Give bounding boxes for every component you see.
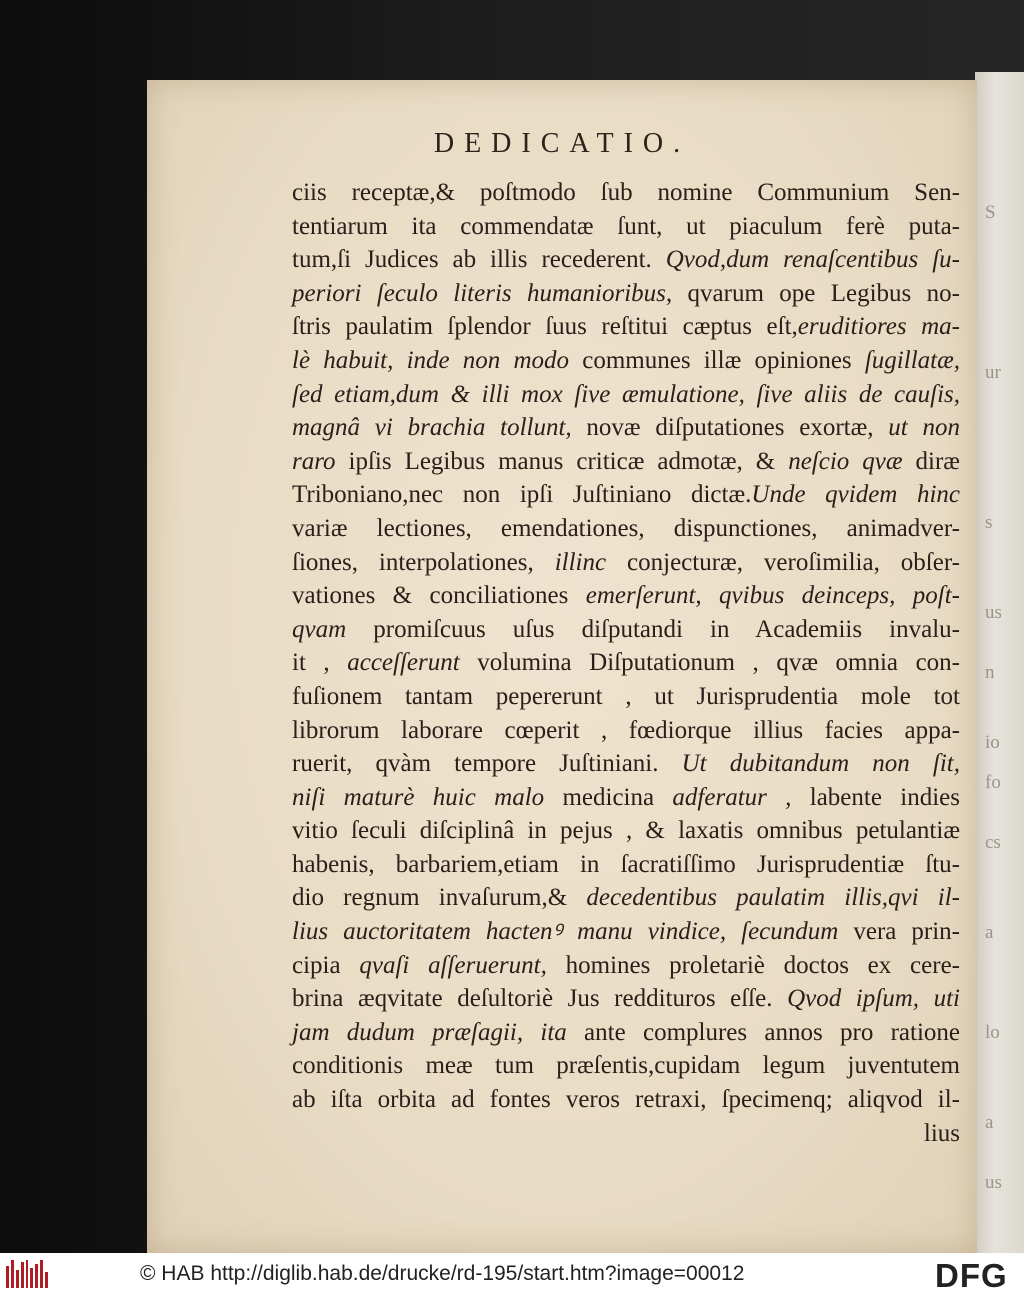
text-segment: ciis receptæ,& poſtmodo ſub nomine Communium Sen- — [292, 179, 960, 206]
facing-page-edge — [975, 72, 1024, 1253]
text-line — [292, 1117, 960, 1151]
italic-segment: Qvod ipſum, uti — [787, 985, 960, 1013]
text-line — [292, 411, 960, 445]
italic-segment: Unde qvidem hinc — [751, 481, 960, 509]
text-segment: brina æqvitate deſultoriè Jus reddituros eſſe. — [292, 985, 788, 1013]
text-line — [292, 277, 960, 311]
text-segment: it , — [292, 649, 348, 677]
text-segment: communes illæ opiniones — [569, 346, 865, 374]
text-line — [292, 512, 960, 546]
text-segment: variæ lectiones, emendationes, dispunctiones, animadver- — [292, 514, 960, 542]
text-segment: promiſcuus uſus diſputandi in Academiis invalu- — [346, 615, 960, 643]
text-segment: vitio ſeculi diſciplinâ in pejus , & laxatis omnibus petulantiæ — [292, 817, 960, 845]
text-line — [292, 949, 960, 983]
text-segment: medicina — [544, 783, 673, 811]
text-line — [292, 1083, 960, 1117]
italic-segment: lius auctoritatem hactenꝰ manu vindice, ſecundum — [292, 918, 839, 946]
facing-page-fragment: fo — [985, 772, 1001, 793]
book-page — [147, 80, 977, 1253]
text-line — [292, 210, 960, 244]
italic-segment: adferatur , — [672, 783, 792, 811]
italic-segment: Ut dubitandum non ſit, — [681, 750, 960, 778]
text-line — [292, 613, 960, 647]
facing-page-fragment: a — [985, 922, 994, 943]
text-line — [292, 982, 960, 1016]
facing-page-fragment: io — [985, 732, 1000, 753]
text-line — [292, 445, 960, 479]
italic-segment: ſugillatæ, — [864, 346, 961, 374]
text-segment: fuſionem tantam pepererunt , ut Jurisprudentia mole tot — [292, 682, 960, 710]
facing-page-fragment: ur — [985, 362, 1001, 383]
text-line — [292, 781, 960, 815]
text-line — [292, 814, 960, 848]
text-line — [292, 646, 960, 680]
facing-page-fragment: us — [985, 602, 1002, 623]
text-line — [292, 881, 960, 915]
text-line — [292, 915, 960, 949]
italic-segment: illinc — [554, 548, 607, 576]
text-segment: diræ — [902, 447, 960, 475]
text-segment: librorum laborare cœperit , fœdiorque illius facies appa- — [292, 716, 960, 744]
italic-segment: ſed etiam,dum & illi mox ſive æmulatione, ſive aliis de cauſis, — [292, 380, 960, 408]
text-line — [292, 1016, 960, 1050]
facing-page-fragment: lo — [985, 1022, 1000, 1043]
text-segment: labente indies — [791, 783, 960, 811]
text-segment: habenis, barbariem,etiam in ſacratiſſimo Jurisprudentiæ ſtu- — [292, 850, 960, 878]
footer-bar — [0, 1253, 1024, 1295]
text-segment: homines proletariè doctos ex cere- — [546, 951, 960, 979]
text-line — [292, 680, 960, 714]
text-segment: ſtris paulatim ſplendor ſuus reſtitui cæptus eſt, — [292, 313, 798, 341]
italic-segment: magnâ vi brachia tollunt, — [292, 414, 572, 442]
italic-segment: neſcio qvæ — [788, 447, 903, 475]
text-line — [292, 310, 960, 344]
text-segment: novæ diſputationes exortæ, — [571, 414, 889, 442]
text-segment: volumina Diſputationum , qvæ omnia con- — [459, 649, 960, 677]
italic-segment: eruditiores ma- — [797, 313, 960, 341]
text-line — [292, 344, 960, 378]
italic-segment: jam dudum præſagii, ita — [292, 1018, 567, 1046]
text-line — [292, 378, 960, 412]
text-line — [292, 1049, 960, 1083]
hab-logo-icon[interactable] — [6, 1260, 48, 1288]
facing-page-fragment: cs — [985, 832, 1001, 853]
text-segment: ruerit, qvàm tempore Juſtiniani. — [292, 750, 682, 778]
italic-segment: acceſſerunt — [347, 649, 460, 677]
facing-page-fragment: n — [985, 662, 995, 683]
text-line — [292, 546, 960, 580]
facing-page-fragment: us — [985, 1172, 1002, 1193]
text-segment: ante complures annos pro ratione — [566, 1018, 961, 1046]
text-segment: tentiarum ita commendatæ ſunt, ut piaculum ferè puta- — [292, 212, 960, 240]
text-line — [292, 714, 960, 748]
italic-segment: qvaſi aſſeruerunt, — [359, 951, 547, 979]
italic-segment: emerſerunt, qvibus deinceps, poſt- — [585, 582, 960, 610]
page-text — [292, 176, 960, 1150]
italic-segment: niſi maturè huic malo — [292, 783, 545, 811]
text-segment: conditionis meæ tum præſentis,cupidam legum juventutem — [292, 1052, 960, 1080]
text-line — [292, 478, 960, 512]
text-segment: dio regnum invaſurum,& — [292, 884, 587, 912]
text-segment: ipſis Legibus manus criticæ admotæ, & — [335, 447, 789, 475]
dfg-logo[interactable]: DFG — [935, 1257, 1008, 1294]
text-line — [292, 243, 960, 277]
text-segment: tum,ſi Judices ab illis recederent. — [292, 246, 666, 274]
text-segment: vationes & conciliationes — [292, 582, 586, 610]
text-line — [292, 848, 960, 882]
italic-segment: qvam — [292, 615, 347, 643]
text-segment: qvarum ope Legibus no- — [672, 279, 960, 307]
facing-page-fragment: s — [985, 512, 993, 533]
italic-segment: lè habuit, inde non modo — [292, 346, 570, 374]
italic-segment: decedentibus paulatim illis,qvi il- — [586, 884, 960, 912]
footer-url-text: © HAB http://diglib.hab.de/drucke/rd-195/start.htm?image=00012 — [140, 1262, 745, 1285]
text-line — [292, 176, 960, 210]
italic-segment: ut non — [888, 414, 960, 442]
text-line — [292, 579, 960, 613]
text-segment: vera prin- — [838, 918, 960, 946]
text-line — [292, 747, 960, 781]
text-segment: conjecturæ, veroſimilia, obſer- — [606, 548, 960, 576]
italic-segment: raro — [292, 447, 336, 475]
facing-page-fragment: a — [985, 1112, 994, 1133]
italic-segment: periori ſeculo literis humanioribus, — [292, 279, 673, 307]
running-head: DEDICATIO. — [433, 128, 691, 159]
italic-segment: Qvod,dum renaſcentibus ſu- — [665, 246, 960, 274]
text-segment: lius — [923, 1119, 960, 1147]
facing-page-fragment: S — [985, 202, 996, 223]
text-segment: ſiones, interpolationes, — [292, 548, 555, 576]
text-segment: cipia — [292, 951, 360, 979]
text-segment: Triboniano,nec non ipſi Juſtiniano dictæ. — [292, 481, 752, 509]
text-segment: ab iſta orbita ad fontes veros retraxi, ſpecimenq; aliqvod il- — [292, 1086, 960, 1114]
